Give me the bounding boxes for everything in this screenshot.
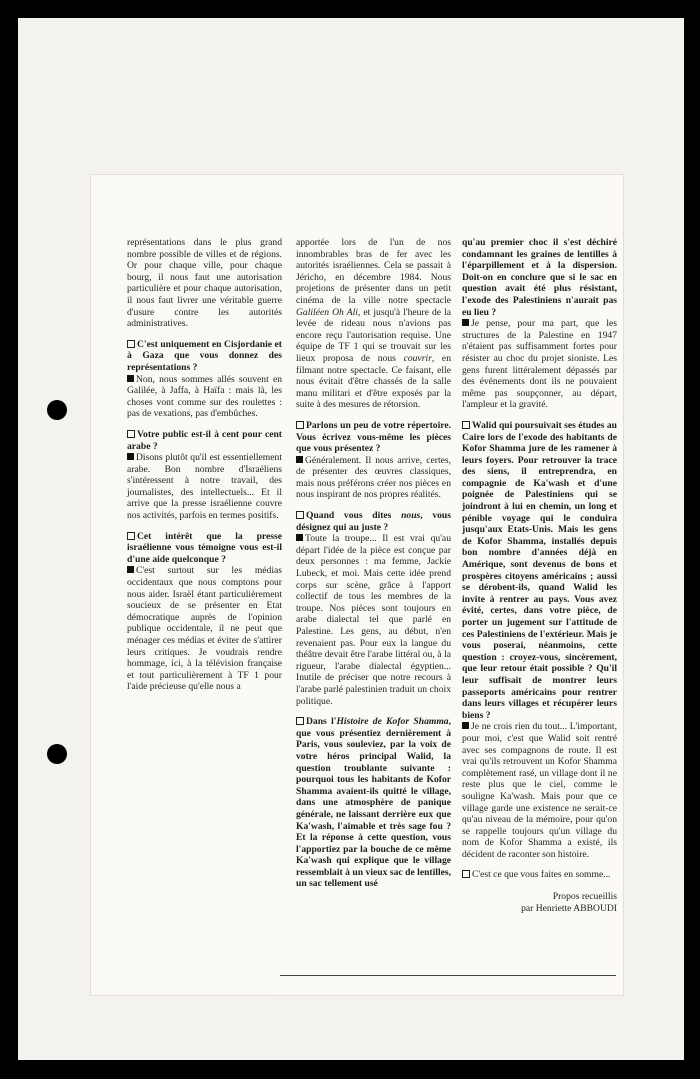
paragraph: représentations dans le plus grand nombre possible de villes et de régions. Or pour chaque ville, pour chaque bourg, il nous faut une autorisation particulière et pour chaque autorisation, il nous faut livrer une véritable guerre d'usure contre les autorités administratives.: [127, 237, 282, 330]
column-1: [127, 237, 282, 702]
answer-marker-icon: [127, 375, 134, 382]
answer-marker-icon: [127, 453, 134, 460]
footer-rule: [280, 975, 616, 976]
column-3: [462, 237, 617, 914]
answer: C'est surtout sur les médias occidentaux que nous comptons pour nous aider. Israël étant particulièrement soucieux de se présenter en Etat démocratique auprès de l'opinion publique occidentale, il ne peut que ménager ces médias et éviter de s'attirer leurs critiques. Je voudrais rendre hommage, ici, à la télévision française et tout particulièrement à TF 1 pour l'aide précieuse qu'elle nous a: [127, 565, 282, 693]
question-marker-icon: [127, 340, 135, 348]
question: Quand vous dites nous, vous désignez qui au juste ?: [296, 510, 451, 533]
answer: Disons plutôt qu'il est essentiellement arabe. Bon nombre d'Israéliens s'intéressent à notre travail, des journalistes, des intellectuels... Et il arrive que la presse israélienne couvre nos activités, parfois en termes positifs.: [127, 452, 282, 522]
answer-marker-icon: [296, 534, 303, 541]
question: Votre public est-il à cent pour cent arabe ?: [127, 428, 282, 452]
paragraph: apportée lors de l'un de nos innombrables bras de fer avec les autorités israéliennes. Cela se passait à Jéricho, en décembre 1984. Nous projetions de présenter dans un petit cinéma de la ville notre spectacle Galiléen Oh Ali, et jusqu'à l'heure de la levée de rideau nous n'avions pas encore reçu l'autorisation requise. Une équipe de TF 1 qui se trouvait sur les lieux proposa de nous couvrir, en filmant notre spectacle. Ce faisant, elle nous évitait d'être chassés de la salle manu militari et d'être exposés par la suite à des mesures de rétorsion.: [296, 237, 451, 411]
paragraph: qu'au premier choc il s'est déchiré condamnant les graines de lentilles à l'éparpillement et à la dispersion. Doit-on en conclure que si le sac en question avait été plus résistant, l'exode des Palestiniens n'aurait pas eu lieu ?: [462, 237, 617, 318]
question-marker-icon: [127, 532, 135, 540]
question: Cet intérêt que la presse israélienne vous témoigne vous est-il d'une aide quelconque ?: [127, 530, 282, 565]
answer-marker-icon: [296, 456, 303, 463]
answer-marker-icon: [127, 566, 134, 573]
column-2: [296, 237, 451, 899]
answer-marker-icon: [462, 722, 469, 729]
byline: [462, 891, 617, 914]
answer: Non, nous sommes allés souvent en Galilée, à Jaffa, à Haïfa : mais là, les choses vont comme sur des roulettes : pas de vexations, pas d'embûches.: [127, 373, 282, 420]
answer: Toute la troupe... Il est vrai qu'au départ l'idée de la pièce est conçue par deux personnes : ma femme, Jackie Lubeck, et moi. Mais cette idée prend corps sur scène, grâce à l'apport collectif de tous les membres de la troupe. Nos pièces sont toujours en arabe dialectal tel que parlé en Palestine. Les gens, au début, n'en revenaient pas. Pour eux la langue du théâtre devait être l'arabe littéral ou, à la rigueur, l'arabe dialectal égyptien... Inutile de préciser que notre recours à l'arabe parlé palestinien traduit un choix politique.: [296, 533, 451, 707]
question-marker-icon: [127, 430, 135, 438]
question: C'est ce que vous faites en somme...: [462, 869, 617, 881]
question-marker-icon: [296, 421, 304, 429]
answer: Je pense, pour ma part, que les structures de la Palestine en 1947 n'étaient pas suffisamment fortes pour résister au choc du projet sioniste. Les gens furent littéralement dépassés par des événements dont ils ne pouvaient même pas soupçonner, au départ, l'ampleur et la gravité.: [462, 318, 617, 411]
punch-hole-bottom: [47, 744, 67, 764]
question-marker-icon: [462, 421, 470, 429]
question-marker-icon: [296, 717, 304, 725]
question-marker-icon: [296, 511, 304, 519]
punch-hole-top: [47, 400, 67, 420]
question: C'est uniquement en Cisjordanie et à Gaza que vous donnez des représentations ?: [127, 338, 282, 373]
question: Dans l'Histoire de Kofor Shamma, que vous présentiez dernièrement à Paris, vous souleviez, par la voix de votre héros principal Walid, la question troublante suivante : pourquoi tous les habitants de Kofor Shamma avaient-ils quitté le village, dans une atmosphère de panique générale, ne laissant derrière eux que Ka'wash, l'aimable et très sage fou ? Et la réponse à cette question, vous l'apportiez par la bouche de ce même Ka'wash qui explique que le village ressemblait à un vieux sac de lentilles, un sac tellement usé: [296, 716, 452, 890]
question-marker-icon: [462, 870, 470, 878]
question: Parlons un peu de votre répertoire. Vous écrivez vous-même les pièces que vous présentez ?: [296, 419, 451, 455]
answer-marker-icon: [462, 319, 469, 326]
byline-author: par Henriette ABBOUDI: [521, 902, 617, 914]
answer: Je ne crois rien du tout... L'important, pour moi, c'est que Walid soit rentré avec ses compagnons de route. Il est vrai qu'ils retrouvent un Kofor Shamma complètement rasé, un village dont il ne reste plus que le ciel, comme le souligne Ka'wash. Mais pour que ce village garde une existence ne serait-ce qu'au niveau de la mémoire, pour qu'on se rappelle toujours qu'un village du nom de Kofor Shamma a existé, ils décident de raconter son histoire.: [462, 721, 617, 860]
answer: Généralement. Il nous arrive, certes, de présenter des œuvres classiques, mais nous préférons créer nos pièces en nous inspirant de nos propres réalités.: [296, 454, 451, 501]
question: Walid qui poursuivait ses études au Caire lors de l'exode des habitants de Kofor Shamma jure de les ramener à leurs foyers. Pour retrouver la trace des siens, il entreprendra, en compagnie de Ka'wash et d'une poignée de Palestiniens qui se joindront à lui en chemin, un long et pénible voyage qui le conduira jusqu'aux Etats-Unis. Mais les gens de Kofor Shamma, installés depuis bon nombre d'années déjà en Amérique, sont devenus de bons et prospères citoyens américains ; aussi se dérobent-ils, quand Walid les invite à rentrer au pays. Vous avez évité, certes, dans votre pièce, de porter un jugement sur l'attitude de ces Palestiniens de l'extérieur. Mais je vous poserai, néanmoins, cette question : croyez-vous, sincèrement, que leur retour était possible ? Qu'il leur suffisait de montrer leurs passeports américains pour rentrer dans leurs villages et récupérer leurs biens ?: [462, 419, 617, 721]
byline-line: Propos recueillis: [552, 891, 617, 903]
